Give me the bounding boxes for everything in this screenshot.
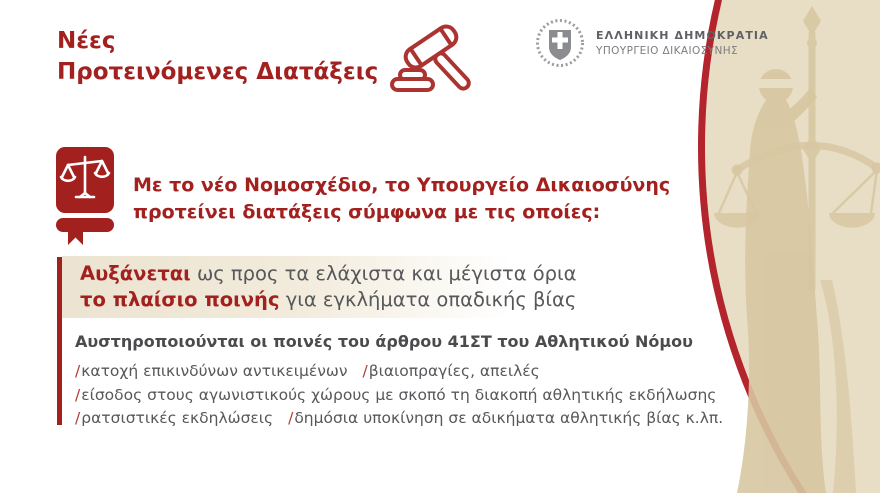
slash-marker: /: [75, 385, 81, 404]
list-item: [362, 362, 539, 380]
page-title-line1: Νέες: [57, 28, 116, 54]
list-item: [75, 386, 716, 404]
highlight-line1: [80, 261, 577, 287]
page-title: [57, 26, 378, 88]
gavel-icon: [388, 24, 476, 100]
slash-marker: /: [75, 409, 81, 427]
side-panel-circle: [698, 0, 880, 493]
highlight-line2: [80, 287, 577, 313]
sanctions-section: [75, 331, 723, 431]
highlight-text1: ως προς τα ελάχιστα και μέγιστα όρια: [190, 262, 577, 285]
list-item-text: δημόσια υποκίνηση σε αδικήματα αθλητικής βίας κ.λπ.: [294, 409, 724, 427]
slash-marker: /: [362, 362, 368, 380]
list-item: [75, 362, 348, 380]
page-title-line2: Προτεινόμενες Διατάξεις: [57, 59, 379, 85]
government-name: ΕΛΛΗΝΙΚΗ ΔΗΜΟΚΡΑΤΙΑ: [596, 29, 769, 42]
sanctions-row: [75, 384, 723, 408]
sanctions-row: [75, 407, 723, 431]
list-item-text: βιαιοπραγίες, απειλές: [368, 362, 540, 380]
list-item-text: είσοδος στους αγωνιστικούς χώρους με σκοπό τη διακοπή αθλητικής εκδήλωσης: [81, 385, 717, 404]
government-header: [534, 17, 769, 69]
slash-marker: /: [75, 362, 81, 380]
sanctions-heading: Αυστηροποιούνται οι ποινές του άρθρου 41ΣΤ του Αθλητικού Νόμου: [75, 332, 693, 351]
list-item: [75, 409, 273, 427]
government-text: [596, 29, 769, 57]
law-book-with-scales-icon: [55, 146, 117, 246]
intro-line2: προτείνει διατάξεις σύμφωνα με τις οποίες:: [133, 201, 601, 223]
sanctions-row: [75, 360, 723, 384]
highlight-provision: [62, 256, 577, 318]
intro-line1: Με το νέο Νομοσχέδιο, το Υπουργείο Δικαιοσύνης: [133, 174, 671, 196]
ministry-name: ΥΠΟΥΡΓΕΙΟ ΔΙΚΑΙΟΣΥΝΗΣ: [596, 45, 739, 57]
highlight-emphasis2: το πλαίσιο ποινής: [80, 288, 280, 311]
list-item-text: κατοχή επικινδύνων αντικειμένων: [81, 362, 348, 380]
greek-republic-emblem-icon: [534, 17, 586, 69]
slash-marker: /: [288, 409, 294, 427]
highlight-emphasis1: Αυξάνεται: [80, 262, 191, 285]
list-item-text: ρατσιστικές εκδηλώσεις: [81, 409, 274, 427]
intro-statement: [133, 172, 670, 226]
list-item: [288, 409, 723, 427]
highlight-text2: για εγκλήματα οπαδικής βίας: [279, 288, 577, 311]
